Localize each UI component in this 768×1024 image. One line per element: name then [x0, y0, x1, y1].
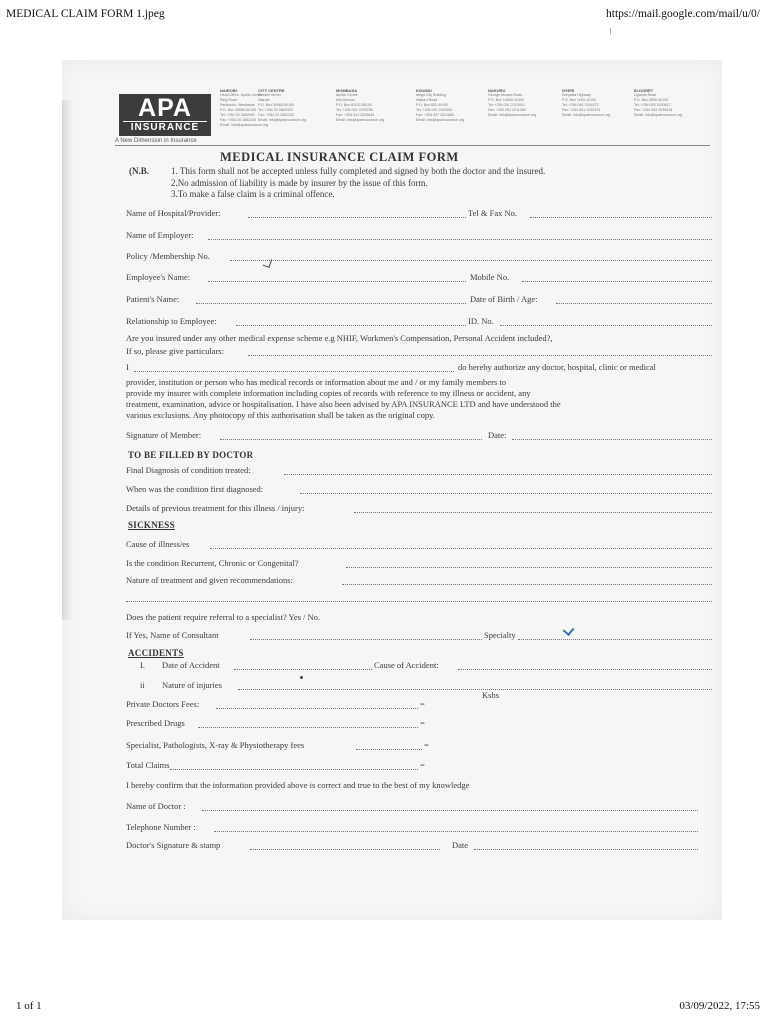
branch-mombasa — [336, 88, 406, 123]
hospital-row — [126, 207, 712, 220]
first-diagnosed-field[interactable] — [300, 493, 712, 494]
drugs-equals: = — [420, 718, 425, 728]
authorization-text-head: do hereby authorize any doctor, hospital, clinic or medical — [458, 362, 656, 372]
branch-addresses — [220, 88, 710, 140]
member-date-label: Date: — [488, 430, 507, 440]
nature-treatment-row — [126, 574, 712, 587]
diagnosis-label: Final Diagnosis of condition treated: — [126, 465, 251, 475]
doctor-signature-field[interactable] — [250, 849, 440, 850]
employer-row — [126, 229, 712, 242]
doctor-section-heading: TO BE FILLED BY DOCTOR — [128, 450, 254, 460]
branch-eldoret — [634, 88, 704, 118]
first-diagnosed-row — [126, 483, 712, 496]
authorization-line: various exclusions. Any photocopy of this authorisation shall be taken as the original copy. — [126, 410, 435, 420]
drugs-label: Prescribed Drugs — [126, 718, 185, 728]
specialty-field[interactable] — [518, 639, 712, 640]
tel-fax-label: Tel & Fax No. — [468, 208, 517, 218]
specialist-fees-label: Specialist, Pathologists, X-ray & Physiotherapy fees — [126, 740, 305, 750]
print-datetime: 03/09/2022, 17:55 — [679, 1000, 760, 1012]
telephone-label: Telephone Number : — [126, 822, 196, 832]
doctor-name-label: Name of Doctor : — [126, 801, 186, 811]
authorization-line: provider, institution or person who has medical records or information about me and / or my family members to — [126, 377, 506, 387]
ink-dot-mark — [300, 676, 303, 679]
authorization-paragraph — [126, 377, 710, 421]
note-1: 1. This form shall not be accepted unless fully completed and signed by both the doctor and the insured. — [171, 166, 546, 176]
branch-line: Kimathi Street — [258, 93, 281, 97]
branch-line: Mega City Building — [416, 93, 446, 97]
branch-line: P.O. Box 30065-00100 — [220, 108, 257, 112]
authorizer-name-field[interactable] — [134, 371, 454, 372]
branch-line: P.O. Box 14600-20100 — [488, 98, 525, 102]
diagnosis-field[interactable] — [284, 474, 712, 475]
letterhead-divider — [115, 145, 710, 146]
consultant-label: If Yes, Name of Consultant — [126, 630, 219, 640]
branch-nyeri — [562, 88, 632, 118]
employee-row — [126, 271, 712, 284]
member-signature-row — [126, 429, 712, 442]
other-scheme-question: Are you insured under any other medical expense scheme e.g NHIF, Workmen's Compensation, Personal Accident included?, — [126, 333, 553, 343]
confirmation-text: I hereby confirm that the information provided above is correct and true to the best of my knowledge — [126, 780, 470, 790]
branch-line: Fax: +254 041 2229840 — [336, 113, 375, 117]
branch-line: Tel: +254 20 2862000 — [258, 108, 293, 112]
cause-illness-field[interactable] — [210, 548, 712, 549]
relationship-row — [126, 315, 712, 328]
accident-date-label: Date of Accident — [162, 660, 220, 670]
telephone-field[interactable] — [214, 831, 698, 832]
accident-i-number: I. — [140, 660, 145, 670]
branch-name: CITY CENTRE — [258, 88, 285, 93]
form-title: MEDICAL INSURANCE CLAIM FORM — [220, 150, 459, 164]
consultant-row — [126, 629, 712, 642]
branch-line: Email: info@apainsurance.org — [220, 123, 269, 127]
note-3: 3.To make a false claim is a criminal offence. — [171, 189, 335, 199]
total-claims-label: Total Claims — [126, 760, 170, 770]
policy-field[interactable] — [230, 260, 712, 261]
nature-treatment-field-2[interactable] — [126, 601, 712, 602]
doctor-fees-row — [126, 698, 712, 711]
total-claims-row — [126, 759, 712, 772]
branch-line: P.O. Box 852-40100 — [416, 103, 449, 107]
branch-line: Fax: +254 20 2862200 — [220, 118, 257, 122]
confirmation-row — [126, 779, 712, 792]
first-diagnosed-label: When was the condition first diagnosed: — [126, 484, 264, 494]
other-scheme-row — [126, 332, 712, 345]
relationship-field[interactable] — [236, 325, 466, 326]
employee-label: Employee's Name: — [126, 272, 191, 282]
branch-name: MOMBASA — [336, 88, 358, 93]
branch-nakuru — [488, 88, 558, 118]
specialty-label: Specialty — [484, 630, 516, 640]
accident-date-row — [126, 659, 712, 672]
patient-row — [126, 293, 712, 306]
doctor-signature-row — [126, 839, 712, 852]
branch-line: Email: info@apainsurance.org — [634, 113, 683, 117]
branch-line: Email: info@apainsurance.org — [488, 113, 537, 117]
branch-line: P.O. Box 3590-30100 — [634, 98, 669, 102]
branch-kisumu — [416, 88, 486, 123]
patient-field[interactable] — [196, 303, 466, 304]
employee-field[interactable] — [208, 281, 466, 282]
branch-line: P.O. Box 81102-80100 — [336, 103, 372, 107]
particulars-label: If so, please give particulars: — [126, 346, 224, 356]
id-label: ID. No. — [468, 316, 494, 326]
form-notes — [171, 166, 545, 201]
recurrent-field[interactable] — [346, 567, 712, 568]
tel-fax-field[interactable] — [530, 217, 712, 218]
accident-ii-number: ii — [140, 680, 145, 690]
doctor-name-row — [126, 800, 712, 813]
patient-label: Patient's Name: — [126, 294, 180, 304]
doctor-date-field[interactable] — [474, 849, 698, 850]
specialist-fees-field[interactable] — [356, 749, 422, 750]
logo-tagline: A New Dimension in Insurance — [115, 138, 197, 144]
nature-treatment-row-2 — [126, 591, 712, 604]
accidents-heading: ACCIDENTS — [128, 648, 184, 658]
previous-treatment-label: Details of previous treatment for this illness / injury: — [126, 503, 305, 513]
branch-name: ELDORET — [634, 88, 654, 93]
employer-field[interactable] — [208, 239, 712, 240]
branch-name: NAKURU — [488, 88, 506, 93]
logo-sub-text: INSURANCE — [123, 121, 207, 133]
print-url: https://mail.google.com/mail/u/0/ — [606, 8, 760, 20]
accident-date-field[interactable] — [234, 669, 372, 670]
note-2: 2.No admission of liability is made by insurer by the issue of this form. — [171, 177, 428, 188]
referral-question: Does the patient require referral to a specialist? Yes / No. — [126, 612, 321, 622]
member-date-field[interactable] — [512, 439, 712, 440]
previous-treatment-field[interactable] — [354, 512, 712, 513]
branch-line: Fax: +254 051 2211480 — [488, 108, 526, 112]
branch-line: Tel: +254 051 2213910 — [488, 103, 525, 107]
authorization-i: I — [126, 362, 129, 372]
branch-line: Tel: +254 20 2862000 — [220, 113, 255, 117]
dob-field[interactable] — [556, 303, 712, 304]
hospital-label: Name of Hospital/Provider: — [126, 208, 221, 218]
branch-line: Tel: +254 057 2024961 — [416, 108, 453, 112]
branch-line: P.O. Box 30065-00100 — [258, 103, 295, 107]
branch-line: Email: info@apainsurance.org — [336, 118, 385, 122]
authorization-line: treatment, examination, advice or hospitalisation. I have also been advised by APA INSURANCE LTD and have understood the — [126, 399, 561, 409]
doctor-signature-label: Doctor's Signature & stamp — [126, 840, 221, 850]
scan-edge-shadow — [62, 100, 72, 620]
branch-line: Tel: +254 041 2229706 — [336, 108, 373, 112]
branch-line: Fax: +254 20 2862200 — [258, 113, 295, 117]
particulars-row — [126, 345, 712, 358]
branch-line: Ring Road — [220, 98, 237, 102]
branch-line: Nairobi — [258, 98, 270, 102]
branch-line: Email: info@apainsurance.org — [258, 118, 307, 122]
branch-city-centre — [258, 88, 328, 123]
accident-nature-label: Nature of injuries — [162, 680, 222, 690]
branch-line: Parklands, Westlands — [220, 103, 255, 107]
particulars-field[interactable] — [248, 355, 712, 356]
sickness-heading: SICKNESS — [128, 520, 175, 530]
recurrent-row — [126, 557, 712, 570]
branch-line: Moi Avenue — [336, 98, 355, 102]
branch-line: Head Office: Apollo Centre — [220, 93, 263, 97]
referral-row — [126, 611, 712, 624]
accident-cause-field[interactable] — [458, 669, 712, 670]
print-header — [0, 8, 768, 26]
print-footer — [0, 1000, 768, 1016]
branch-name: KISUMU — [416, 88, 432, 93]
doctor-name-field[interactable] — [202, 810, 698, 811]
branch-line: Fax: +254 057 2021860 — [416, 113, 455, 117]
specialist-fees-row — [126, 739, 712, 752]
policy-row — [126, 250, 712, 263]
id-field[interactable] — [500, 325, 712, 326]
print-filename: MEDICAL CLAIM FORM 1.jpeg — [6, 8, 165, 20]
total-claims-field[interactable] — [170, 769, 418, 770]
mobile-field[interactable] — [522, 281, 712, 282]
doctor-fees-field[interactable] — [216, 708, 418, 709]
page-count: 1 of 1 — [16, 1000, 42, 1012]
doctor-fees-label: Private Doctors Fees: — [126, 699, 200, 709]
nb-label: (N.B. — [129, 166, 149, 176]
branch-line: Email: info@apainsurance.org — [562, 113, 611, 117]
doctor-date-label: Date — [452, 840, 469, 850]
dob-label: Date of Birth / Age: — [470, 294, 538, 304]
branch-line: Tel: +254 061 2034372 — [562, 103, 599, 107]
branch-line: P.O. Box 1003-10100 — [562, 98, 597, 102]
recurrent-question: Is the condition Recurrent, Chronic or Congenital? — [126, 558, 299, 568]
employer-label: Name of Employer: — [126, 230, 194, 240]
policy-label: Policy /Membership No. — [126, 251, 210, 261]
authorization-line: provide my insurer with complete information including copies of records with reference to my illness or accident, any — [126, 388, 531, 398]
accident-cause-label: Cause of Accident: — [374, 660, 439, 670]
branch-line: Kenyatta Highway — [562, 93, 591, 97]
branch-line: Fax: +254 053 2030618 — [634, 108, 673, 112]
relationship-label: Relationship to Employee: — [126, 316, 217, 326]
total-claims-equals: = — [420, 760, 425, 770]
nature-treatment-label: Nature of treatment and given recommendations: — [126, 575, 293, 585]
branch-line: Tel: +254 053 2030617 — [634, 103, 671, 107]
branch-name: NAIROBI — [220, 88, 237, 93]
apa-logo — [119, 94, 211, 136]
member-signature-label: Signature of Member: — [126, 430, 202, 440]
previous-treatment-row — [126, 502, 712, 515]
member-signature-field[interactable] — [220, 439, 482, 440]
cause-illness-row — [126, 538, 712, 551]
diagnosis-row — [126, 464, 712, 477]
kshs-label: Kshs — [482, 690, 500, 700]
telephone-row — [126, 821, 712, 834]
branch-name: NYERI — [562, 88, 575, 93]
branch-line: Fax: +254 061 2032313 — [562, 108, 601, 112]
authorization-row — [126, 361, 712, 374]
branch-line: Email: info@apainsurance.org — [416, 118, 465, 122]
drugs-field[interactable] — [198, 727, 418, 728]
logo-main-text: APA — [138, 94, 192, 122]
branch-line: Uganda Road — [634, 93, 657, 97]
cause-illness-label: Cause of illness/es — [126, 539, 190, 549]
nature-treatment-field[interactable] — [342, 584, 712, 585]
doctor-fees-equals: = — [420, 699, 425, 709]
consultant-field[interactable] — [250, 639, 482, 640]
mobile-label: Mobile No. — [470, 272, 510, 282]
drugs-row — [126, 717, 712, 730]
branch-line: Nakuru Road — [416, 98, 438, 102]
specialist-fees-equals: = — [424, 740, 429, 750]
branch-line: George Morara Road — [488, 93, 522, 97]
scan-mark — [610, 28, 611, 34]
branch-line: Apollo Centre — [336, 93, 358, 97]
hospital-field[interactable] — [248, 217, 466, 218]
